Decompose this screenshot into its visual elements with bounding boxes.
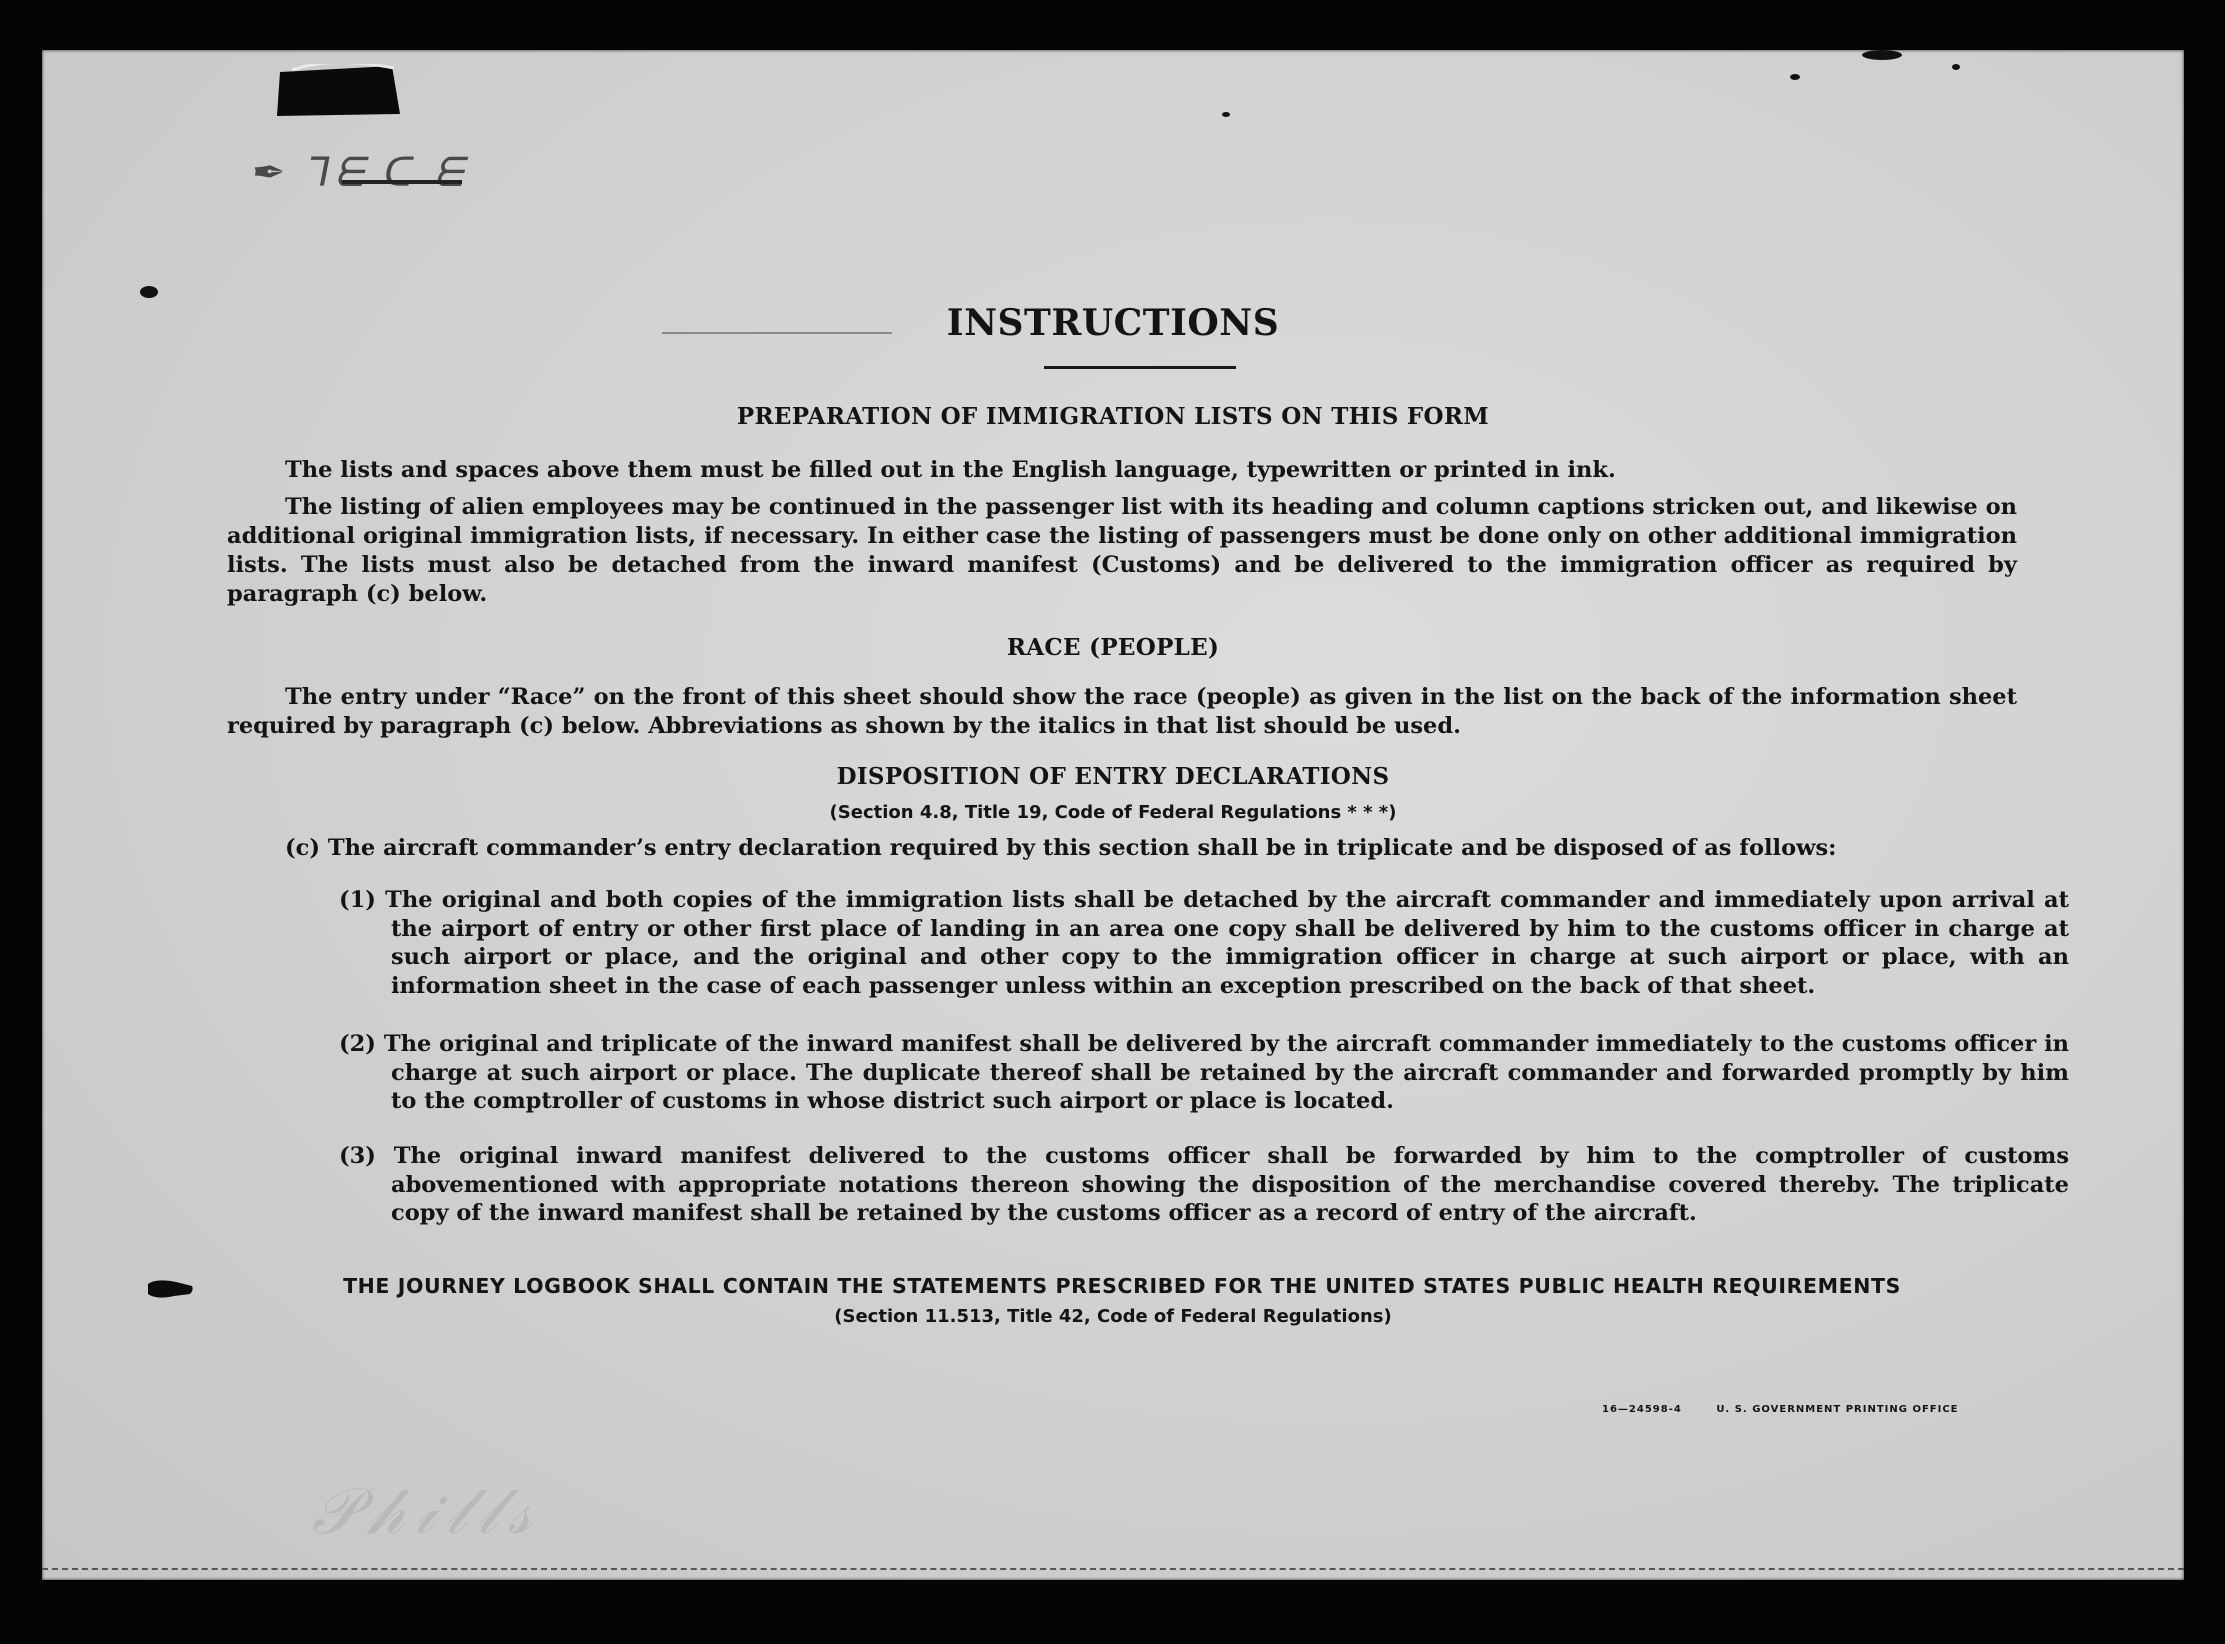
preparation-heading: PREPARATION OF IMMIGRATION LISTS ON THIS FORM	[736, 403, 1490, 430]
speck	[140, 286, 158, 298]
torn-corner-mark	[272, 64, 412, 119]
speck	[1952, 64, 1960, 70]
document-page	[42, 50, 2184, 1580]
list-item-1: (1) The original and both copies of the immigration lists shall be detached by the aircraft commander and immediately upon arrival at the airport of entry or other first place of landing in an area one copy shall be delivered by him to the customs officer in charge at such airport or place, and the original and other copy to the immigration officer in charge at such airport or place, with an information sheet in the case of each passenger unless within an exception prescribed on the back of that sheet.	[339, 887, 2069, 999]
form-number: 16—24598-4	[1602, 1404, 1682, 1415]
pointing-hand-icon	[146, 1278, 194, 1300]
page-title: INSTRUCTIONS	[946, 302, 1280, 344]
speck	[1862, 50, 1902, 60]
list-item-2: (2) The original and triplicate of the inward manifest shall be delivered by the aircraft commander immediately to the customs officer in charge at such airport or place. The duplicate thereof shall be retained by the aircraft commander and forwarded promptly by him to the comptroller of customs in whose district such airport or place is located.	[339, 1031, 2069, 1114]
disposition-citation: (Section 4.8, Title 19, Code of Federal Regulations * * *)	[829, 802, 1397, 823]
preparation-paragraph-1: The lists and spaces above them must be filled out in the English language, typewritten or printed in ink.	[285, 457, 1616, 483]
preparation-paragraph-2: The listing of alien employees may be continued in the passenger list with its heading and column captions stricken out, and likewise on additional original immigration lists, if necessary. In either case the listing of passengers must be done only on other additional immigration lists. The lists must also be detached from the inward manifest (Customs) and be delivered to the immigration officer as required by paragraph (c) below.	[227, 494, 2017, 607]
speck	[1222, 112, 1230, 117]
bleed-through-strike	[342, 180, 462, 184]
printer-name: U. S. GOVERNMENT PRINTING OFFICE	[1716, 1404, 1959, 1415]
list-item-3: (3) The original inward manifest delivered to the customs officer shall be forwarded by him to the comptroller of customs abovementioned with appropriate notations thereon showing the disposition of the merchandise covered thereby. The triplicate copy of the inward manifest shall be retained by the customs officer as a record of entry of the aircraft.	[339, 1143, 2069, 1226]
bleed-through-stamp: ✒ ᒣᗴ ᑕ ᗴ	[252, 150, 468, 196]
printer-imprint	[1602, 1404, 1959, 1415]
disposition-heading: DISPOSITION OF ENTRY DECLARATIONS	[836, 763, 1390, 790]
title-underline	[1044, 366, 1236, 369]
health-requirements-citation: (Section 11.513, Title 42, Code of Federal Regulations)	[834, 1306, 1392, 1327]
race-heading: RACE (PEOPLE)	[1006, 634, 1220, 661]
clause-c: (c) The aircraft commander’s entry declaration required by this section shall be in triplicate and be disposed of as follows:	[285, 835, 1837, 861]
health-requirements-notice: THE JOURNEY LOGBOOK SHALL CONTAIN THE STATEMENTS PRESCRIBED FOR THE UNITED STATES PUBLIC HEALTH REQUIREMENTS	[343, 1274, 1901, 1298]
race-paragraph: The entry under “Race” on the front of this sheet should show the race (people) as given in the list on the back of the information sheet required by paragraph (c) below. Abbreviations as shown by the italics in that list should be used.	[227, 684, 2017, 739]
perforation-line	[42, 1568, 2184, 1570]
bleed-through-signature: 𝒫𝒽𝒾𝓁𝓁𝓈	[312, 1475, 542, 1549]
speck	[1790, 74, 1800, 80]
